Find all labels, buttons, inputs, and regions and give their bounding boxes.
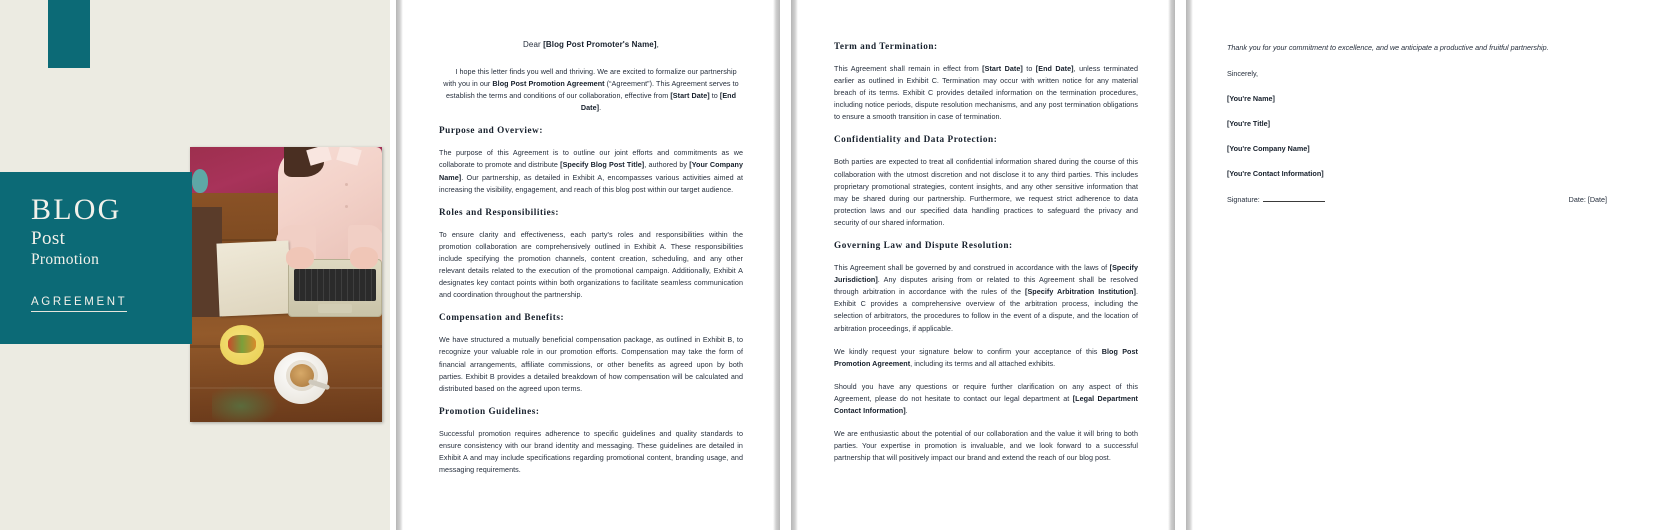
section-heading-roles: Roles and Responsibilities:	[439, 206, 560, 217]
section-body-compensation: We have structured a mutually beneficial compensation package, as outlined in Exhibit B, to recognize your valuable role in our promotion efforts. Compensation may take the form of financial arrangements, affiliate commissions, or other benefits as agreed upon by both parties. Exhibit B provides a detailed breakdown of how compensation will be calculated and distributed based on the agreed upon terms.	[439, 335, 743, 393]
questions-legal-contact: [Legal Department Contact Information]	[834, 393, 1138, 415]
term-end-date: [End Date]	[1035, 64, 1074, 73]
questions-text-2: .	[905, 405, 908, 415]
document-page-cover	[0, 0, 390, 530]
term-text-1: This Agreement shall remain in effect from	[834, 64, 983, 73]
page-2-right-edge-shadow	[773, 0, 780, 530]
questions-text-1: Should you have any questions or require further clarification on any aspect of this Agreement, please do not hesitate to contact our legal department at	[834, 381, 1138, 403]
closing-thanks: Thank you for your commitment to excellence, and we anticipate a productive and fruitful partnership.	[1227, 43, 1549, 52]
term-text-2: to	[1022, 64, 1036, 73]
section-heading-guidelines: Promotion Guidelines:	[439, 405, 540, 416]
intro-paragraph	[439, 66, 743, 114]
document-page-4	[1186, 0, 1651, 530]
sigreq-text-2: , including its terms and all attached exhibits.	[910, 358, 1056, 368]
purpose-text-3: . Our partnership, as detailed in Exhibit A, encompasses various activities aimed at increasing the visibility, engagement, and reach of this blog post within our target audience.	[439, 172, 743, 194]
intro-end-date: [End Date]	[580, 91, 737, 113]
purpose-company-name: [Your Company Name]	[439, 160, 743, 182]
signature-field[interactable]	[1227, 194, 1325, 206]
enthusiastic-paragraph: We are enthusiastic about the potential of our collaboration and the value it will bring to both parties. Your expertise in promotion is invaluable, and we look forward to a successful partnership that will positively impact our brand and extend the reach of our blog post.	[834, 429, 1138, 463]
date-field[interactable]: Date: [Date]	[1568, 194, 1607, 204]
section-body-governing-law	[834, 262, 1138, 335]
salutation-name-placeholder: [Blog Post Promoter's Name]	[543, 40, 657, 49]
document-page-2	[396, 0, 780, 530]
purpose-blog-title: [Specify Blog Post Title]	[560, 160, 645, 170]
page-3-right-edge-shadow	[1168, 0, 1175, 530]
questions-paragraph	[834, 381, 1138, 417]
section-body-roles: To ensure clarity and effectiveness, each party's roles and responsibilities within the promotion collaboration are comprehensively outlined in Exhibit A. These responsibilities include specifying the promotion channels, content creation, scheduling, and any other relevant details related to the execution of the promotional campaign. Additionally, Exhibit A designates key contact points within both organizations to facilitate seamless communication and coordination throughout the partnership.	[439, 229, 743, 300]
section-heading-compensation: Compensation and Benefits:	[439, 312, 565, 323]
intro-start-date: [Start Date]	[670, 91, 710, 101]
closing-sincerely: Sincerely,	[1227, 69, 1259, 79]
cover-accent-tab	[48, 0, 90, 68]
law-jurisdiction: [Specify Jurisdiction]	[834, 263, 1138, 285]
salutation	[439, 40, 743, 49]
cover-title-line1: BLOG	[31, 193, 122, 226]
term-start-date: [Start Date]	[982, 64, 1023, 73]
cover-title-line3: Promotion	[31, 251, 100, 269]
sigreq-text-1: We kindly request your signature below to confirm your acceptance of this	[834, 346, 1102, 356]
closing-your-name: [You're Name]	[1227, 94, 1275, 104]
law-text-1: This Agreement shall be governed by and construed in accordance with the laws of	[834, 263, 1110, 273]
salutation-prefix: Dear	[523, 40, 544, 49]
page-2-left-edge-shadow	[396, 0, 403, 530]
cover-doc-type: AGREEMENT	[31, 296, 127, 312]
cover-title-band	[0, 172, 192, 344]
cover-title-line2: Post	[31, 227, 66, 249]
law-arbitration-institution: [Specify Arbitration Institution]	[1025, 287, 1136, 297]
document-page-3	[791, 0, 1175, 530]
intro-agreement-name: Blog Post Promotion Agreement	[492, 79, 605, 89]
salutation-suffix: ,	[656, 40, 659, 49]
signature-rule[interactable]	[1263, 195, 1325, 202]
section-body-term	[834, 63, 1138, 123]
intro-text-4: .	[599, 103, 602, 113]
closing-your-contact: [You're Contact Information]	[1227, 169, 1324, 179]
section-heading-purpose: Purpose and Overview:	[439, 125, 543, 136]
page-4-left-edge-shadow	[1186, 0, 1193, 530]
section-body-purpose	[439, 147, 743, 195]
signature-request-paragraph	[834, 346, 1138, 370]
section-body-confidentiality: Both parties are expected to treat all confidential information shared during the course of this collaboration with the utmost discretion and not disclose it to any third parties. This includes proprietary promotional strategies, content insights, and any other sensitive information that may be shared during our partnership. Furthermore, we request strict adherence to data protection laws and our specified data handling practices to safeguard the privacy and security of our shared information.	[834, 157, 1138, 227]
page-3-left-edge-shadow	[791, 0, 798, 530]
signature-row	[1227, 194, 1633, 206]
section-heading-governing-law: Governing Law and Dispute Resolution:	[834, 240, 1013, 251]
intro-text-3: to	[709, 91, 720, 101]
cover-photo	[190, 147, 382, 422]
purpose-text-1: The purpose of this Agreement is to outline our joint efforts and commitments as we collaborate to promote and distribute	[439, 148, 743, 170]
section-heading-term: Term and Termination:	[834, 41, 938, 51]
purpose-text-2: , authored by	[644, 160, 690, 170]
law-text-2: . Any disputes arising from or related to this Agreement shall be resolved through arbitration in accordance with the rules of the	[834, 275, 1138, 297]
section-body-guidelines: Successful promotion requires adherence to specific guidelines and quality standards to ensure consistency with our brand identity and messaging. These guidelines are detailed in Exhibit A and may include specifications regarding promotional content, branding usage, and messaging requirements.	[439, 428, 743, 475]
law-text-3: . Exhibit C provides a comprehensive overview of the arbitration process, including the selection of arbitrators, the procedures to follow in the event of a dispute, and the location of arbitration proceedings, if applicable.	[834, 287, 1138, 333]
intro-text-2: (“Agreement”). This Agreement serves to establish the terms and conditions of our collaboration, effective from	[445, 79, 739, 101]
section-heading-confidentiality: Confidentiality and Data Protection:	[834, 134, 998, 145]
term-text-3: , unless terminated earlier as outlined in Exhibit C. Termination may occur with written notice for any material breach of its terms. Exhibit C provides detailed information on the termination procedures, including notice periods, dispute resolution mechanisms, and any post termination obligations to ensure a smooth transition in case of termination.	[834, 64, 1139, 122]
intro-text-1: I hope this letter finds you well and thriving. We are excited to formalize our partnership with you in our	[443, 67, 737, 89]
closing-your-title: [You're Title]	[1227, 119, 1270, 129]
signature-label: Signature:	[1227, 194, 1260, 204]
closing-your-company: [You're Company Name]	[1227, 144, 1310, 154]
sigreq-agreement-name: Blog Post Promotion Agreement	[834, 346, 1138, 368]
